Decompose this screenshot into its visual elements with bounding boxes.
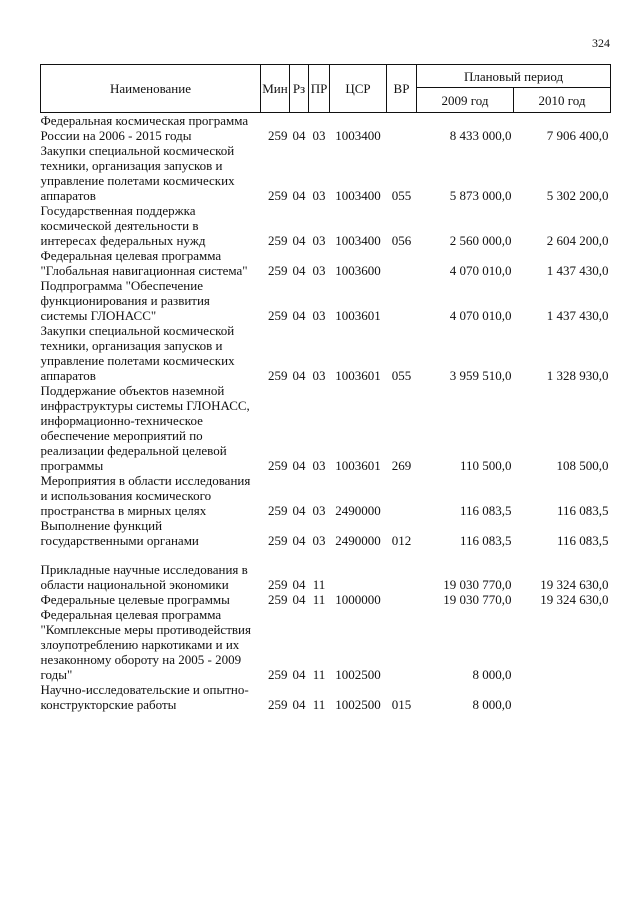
cell-2009: 19 030 770,0: [443, 577, 512, 592]
cell-pr: 11: [312, 577, 326, 592]
cell-pr: 03: [312, 233, 326, 248]
cell-rz: 04: [292, 592, 306, 607]
cell-vr: [387, 113, 417, 144]
cell-pr: 03: [312, 263, 326, 278]
cell-rz: 04: [292, 233, 306, 248]
cell-pr: 11: [312, 592, 326, 607]
cell-csr: 1003400: [335, 188, 381, 203]
cell-2010: 19 324 630,0: [540, 577, 609, 592]
cell-2010: 2 604 200,0: [546, 233, 609, 248]
cell-pr: 03: [312, 368, 326, 383]
cell-vr: [387, 248, 417, 278]
cell-csr: 1002500: [335, 697, 381, 712]
cell-csr: [330, 562, 387, 592]
cell-name: Научно-исследовательские и опытно-конструкторские работы: [40, 682, 249, 712]
cell-pr: 03: [312, 533, 326, 548]
budget-table: [40, 64, 611, 712]
cell-rz: 04: [292, 308, 306, 323]
cell-2010: 116 083,5: [556, 503, 609, 518]
cell-2010: [514, 607, 611, 682]
cell-csr: 1003601: [335, 308, 381, 323]
cell-min: 259: [268, 233, 288, 248]
cell-2009: 8 000,0: [472, 697, 512, 712]
cell-rz: 04: [292, 128, 306, 143]
cell-2010: 108 500,0: [556, 458, 609, 473]
cell-min: 259: [268, 592, 288, 607]
cell-rz: 04: [292, 188, 306, 203]
cell-2009: 116 083,5: [459, 533, 512, 548]
cell-2010: [514, 682, 611, 712]
cell-2009: 4 070 010,0: [449, 308, 512, 323]
cell-vr: 055: [391, 368, 412, 383]
cell-csr: 1003400: [335, 128, 381, 143]
cell-name: Мероприятия в области исследования и использования космического пространства в мирных целях: [40, 473, 251, 518]
cell-min: 259: [268, 263, 288, 278]
cell-name: Федеральные целевые программы: [40, 592, 230, 607]
cell-2010: 7 906 400,0: [546, 128, 609, 143]
cell-rz: 04: [292, 503, 306, 518]
cell-vr: [387, 473, 417, 518]
cell-min: 259: [268, 577, 288, 592]
table-row: [41, 682, 611, 712]
table-row: [41, 562, 611, 592]
table-row: [41, 248, 611, 278]
cell-pr: 03: [312, 308, 326, 323]
cell-name: Федеральная космическая программа России на 2006 - 2015 годы: [40, 113, 249, 143]
table-body: [41, 113, 611, 713]
table-header: [41, 65, 611, 113]
cell-vr: 269: [391, 458, 412, 473]
header-csr: ЦСР: [330, 65, 387, 113]
cell-csr: 1003601: [335, 458, 381, 473]
cell-2009: 4 070 010,0: [449, 263, 512, 278]
cell-name: Прикладные научные исследования в области национальной экономики: [40, 562, 248, 592]
cell-2010: 116 083,5: [556, 533, 609, 548]
cell-2009: 3 959 510,0: [449, 368, 512, 383]
cell-pr: 03: [312, 458, 326, 473]
cell-2009: 5 873 000,0: [449, 188, 512, 203]
cell-name: Закупки специальной космической техники, организация запусков и управление полетами космических аппаратов: [40, 143, 235, 203]
header-name: Наименование: [41, 65, 261, 113]
cell-pr: 03: [312, 128, 326, 143]
cell-name: Федеральная целевая программа "Комплексные меры противодействия злоупотреблению наркотиками и их незаконному обороту на 2005 - 2009 годы": [40, 607, 251, 682]
cell-name: Выполнение функций государственными органами: [40, 518, 199, 548]
cell-csr: 1003601: [335, 368, 381, 383]
cell-name: Государственная поддержка космической деятельности в интересах федеральных нужд: [40, 203, 206, 248]
cell-2009: 2 560 000,0: [449, 233, 512, 248]
table-row: [41, 518, 611, 548]
cell-rz: 04: [292, 697, 306, 712]
cell-vr: 055: [391, 188, 412, 203]
cell-2009: 8 433 000,0: [449, 128, 512, 143]
cell-vr: [387, 592, 417, 607]
cell-vr: [387, 562, 417, 592]
table-row: [41, 607, 611, 682]
cell-rz: 04: [292, 368, 306, 383]
cell-pr: 03: [312, 503, 326, 518]
cell-min: 259: [268, 128, 288, 143]
cell-min: 259: [268, 308, 288, 323]
cell-2010: 19 324 630,0: [540, 592, 609, 607]
cell-min: 259: [268, 503, 288, 518]
cell-csr: 1003400: [335, 233, 381, 248]
cell-csr: 2490000: [335, 503, 381, 518]
cell-2009: 110 500,0: [459, 458, 512, 473]
cell-csr: 2490000: [335, 533, 381, 548]
cell-pr: 03: [312, 188, 326, 203]
row-spacer: [41, 548, 611, 562]
header-pr: ПР: [309, 65, 330, 113]
table-row: [41, 592, 611, 607]
cell-pr: 11: [312, 667, 326, 682]
table-row: [41, 473, 611, 518]
header-rz: Рз: [290, 65, 309, 113]
cell-min: 259: [268, 458, 288, 473]
cell-2010: 1 328 930,0: [546, 368, 609, 383]
spacer-cell: [41, 548, 611, 562]
table-row: [41, 143, 611, 203]
cell-name: Закупки специальной космической техники, организация запусков и управление полетами космических аппаратов: [40, 323, 235, 383]
cell-name: Подпрограмма "Обеспечение функционирования и развития системы ГЛОНАСС": [40, 278, 210, 323]
cell-min: 259: [268, 368, 288, 383]
header-year-2010: 2010 год: [514, 88, 611, 113]
page-number: 324: [592, 36, 610, 50]
cell-csr: 1000000: [335, 592, 381, 607]
cell-name: Поддержание объектов наземной инфраструктуры системы ГЛОНАСС, информационно-техническое обеспечение мероприятий по реализации федеральной целевой программы: [40, 383, 250, 473]
cell-min: 259: [268, 697, 288, 712]
cell-rz: 04: [292, 577, 306, 592]
cell-2009: 116 083,5: [459, 503, 512, 518]
cell-2009: 19 030 770,0: [443, 592, 512, 607]
cell-2010: 5 302 200,0: [546, 188, 609, 203]
cell-min: 259: [268, 667, 288, 682]
table-row: [41, 113, 611, 144]
cell-rz: 04: [292, 263, 306, 278]
cell-vr: [387, 607, 417, 682]
cell-min: 259: [268, 188, 288, 203]
cell-csr: 1003600: [335, 263, 381, 278]
cell-rz: 04: [292, 458, 306, 473]
cell-vr: 015: [391, 697, 412, 712]
table-row: [41, 383, 611, 473]
header-planned-period: Плановый период: [417, 65, 611, 88]
cell-2010: 1 437 430,0: [546, 263, 609, 278]
cell-min: 259: [268, 533, 288, 548]
cell-2009: 8 000,0: [472, 667, 512, 682]
cell-vr: [387, 278, 417, 323]
header-year-2009: 2009 год: [417, 88, 514, 113]
cell-vr: 012: [391, 533, 412, 548]
cell-csr: 1002500: [335, 667, 381, 682]
cell-pr: 11: [312, 697, 326, 712]
cell-name: Федеральная целевая программа "Глобальная навигационная система": [40, 248, 248, 278]
cell-2010: 1 437 430,0: [546, 308, 609, 323]
cell-rz: 04: [292, 667, 306, 682]
table-row: [41, 323, 611, 383]
cell-vr: 056: [391, 233, 412, 248]
header-vr: ВР: [387, 65, 417, 113]
table-row: [41, 278, 611, 323]
header-min: Мин: [261, 65, 290, 113]
cell-rz: 04: [292, 533, 306, 548]
table-row: [41, 203, 611, 248]
